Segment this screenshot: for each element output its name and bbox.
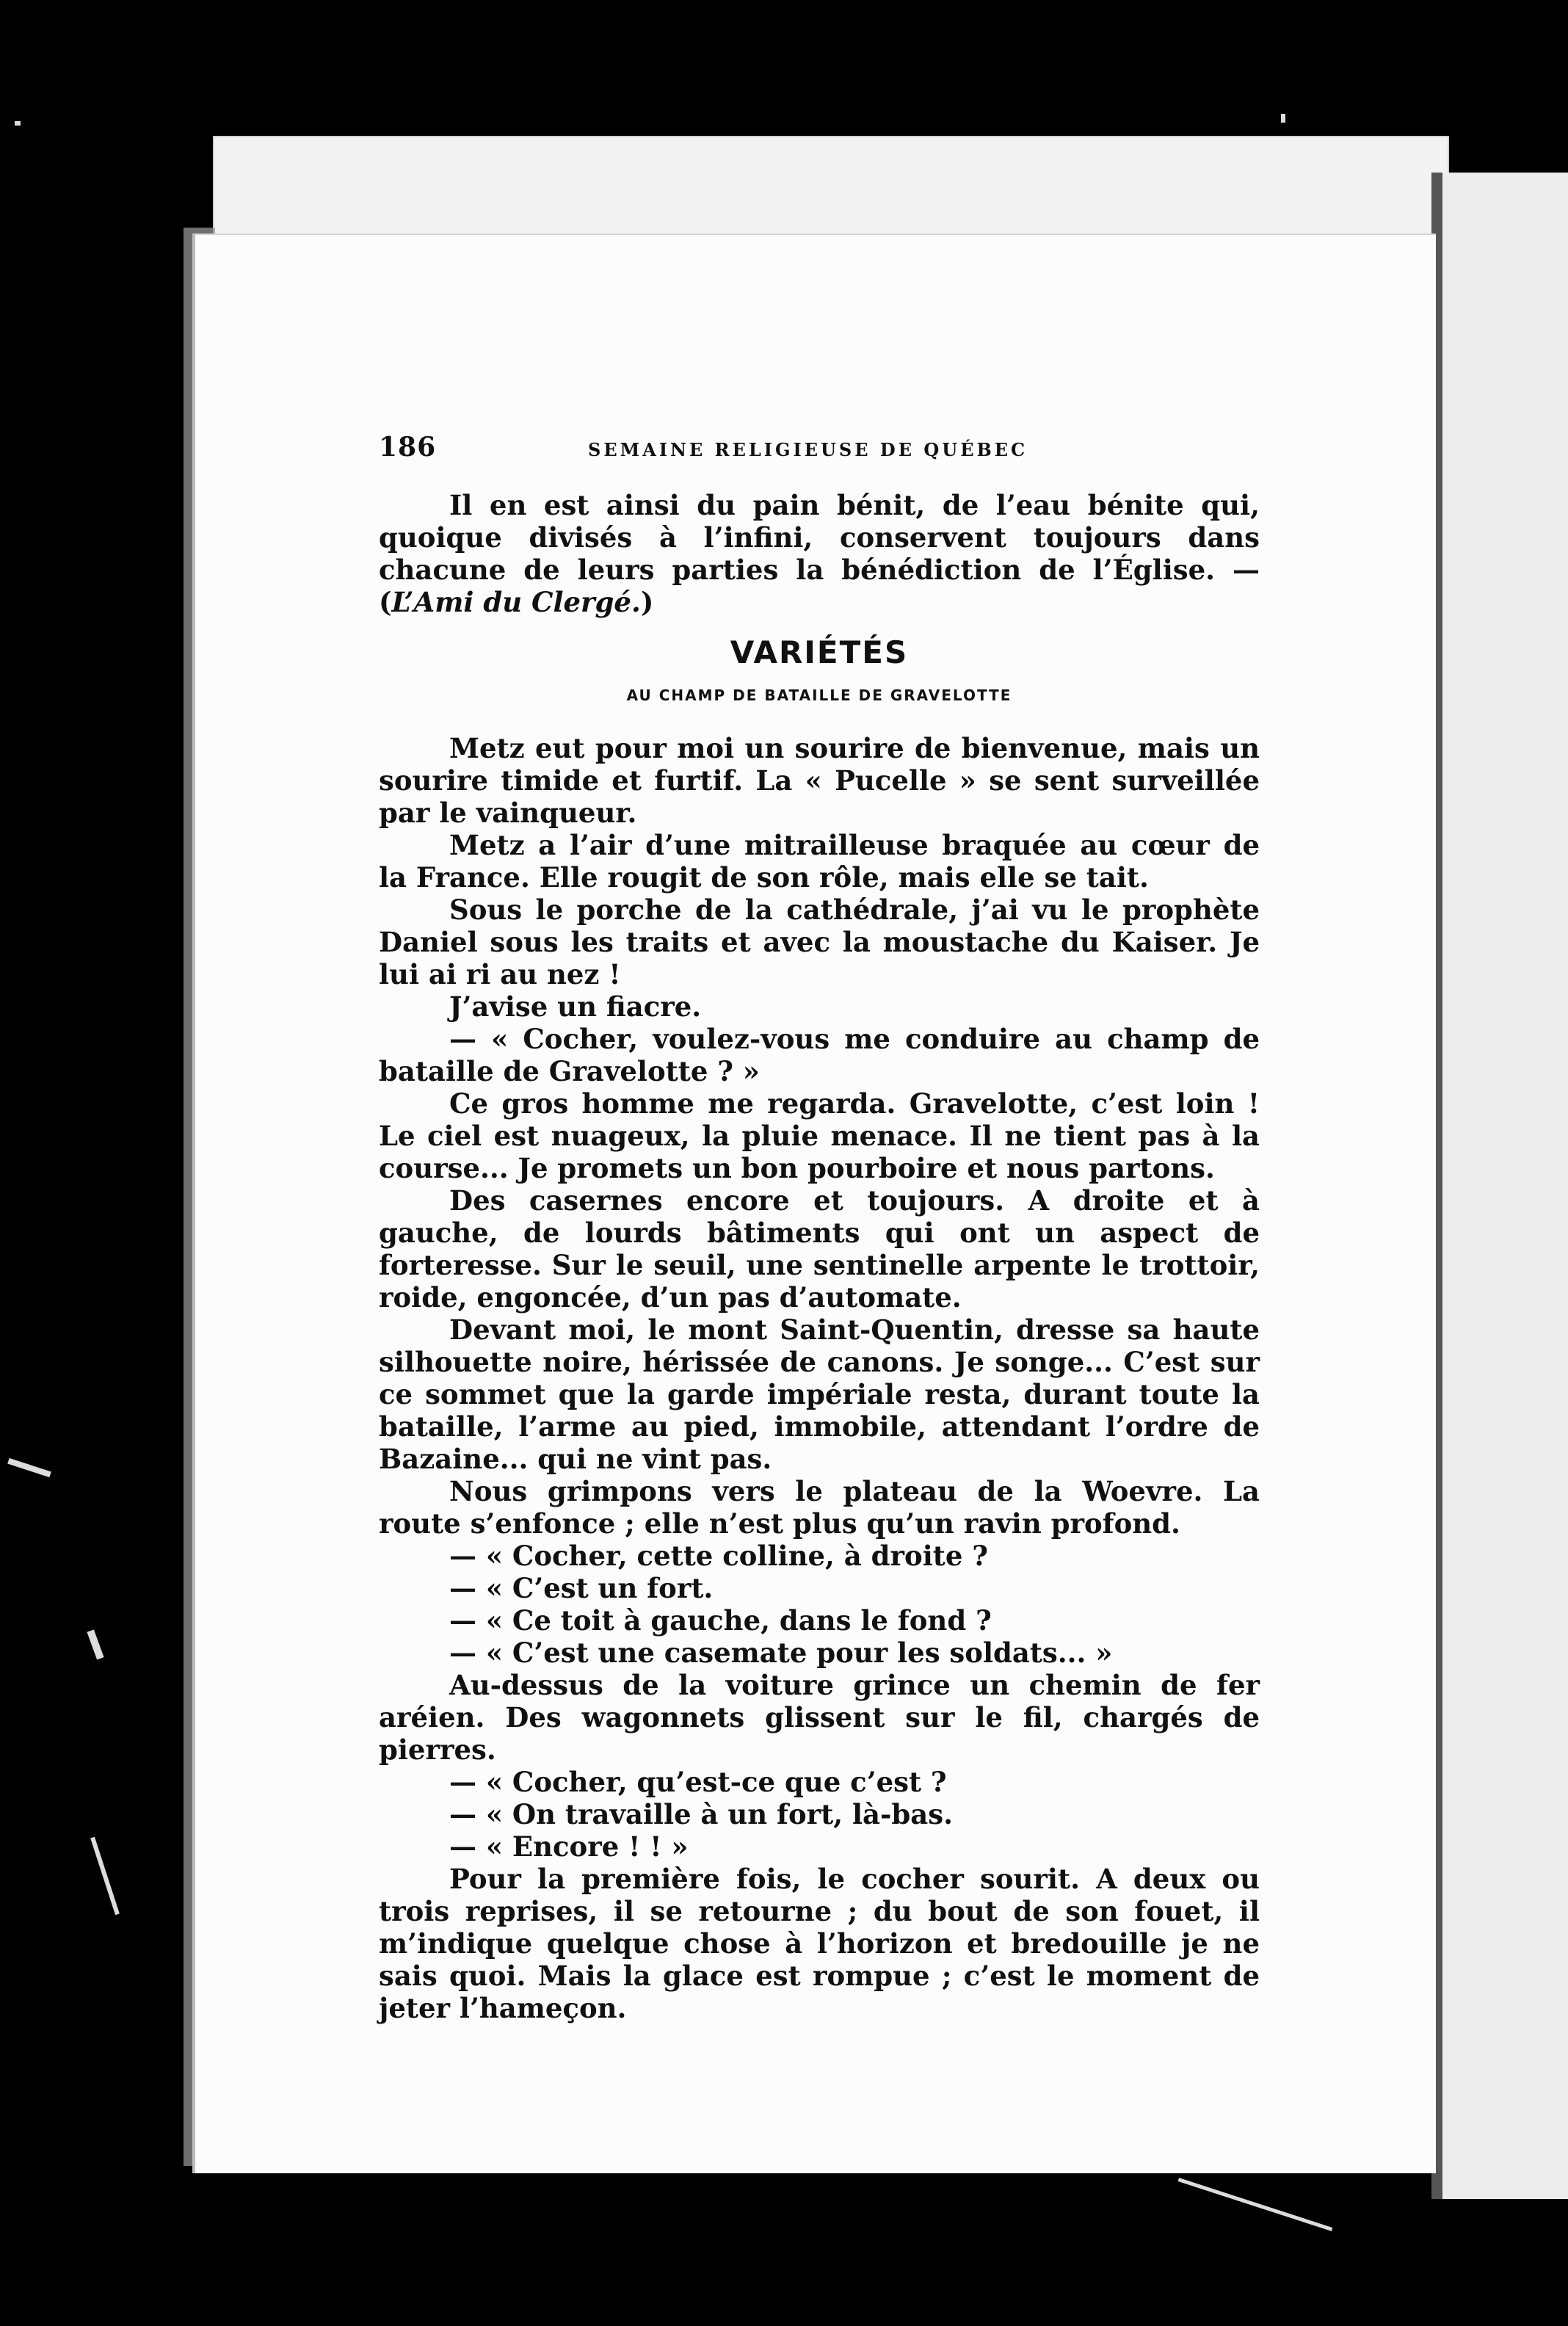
right-page bbox=[1442, 173, 1568, 2199]
paragraph: Devant moi, le mont Saint-Quentin, dresse sa haute silhouette noire, hérissée de canons. Je songe... C’est sur ce sommet que la garde impériale resta, durant toute la bataille, l’arme au pied, immobile, attendant l’ordre de Bazaine... qui ne vint pas. bbox=[379, 1314, 1260, 1475]
paragraph: Metz a l’air d’une mitrailleuse braquée au cœur de la France. Elle rougit de son rôle, mais elle se tait. bbox=[379, 829, 1260, 894]
dialog-line: — « Encore ! ! » bbox=[449, 1830, 689, 1863]
speck bbox=[90, 1837, 120, 1915]
paragraph: Sous le porche de la cathédrale, j’ai vu le prophète Daniel sous les traits et avec la moustache du Kaiser. Je lui ai ri au nez ! bbox=[379, 894, 1260, 990]
paragraph: Metz eut pour moi un sourire de bienvenue, mais un sourire timide et furtif. La « Pucelle » se sent surveillée par le vainqueur. bbox=[379, 732, 1260, 829]
intro-paragraph bbox=[379, 489, 1260, 618]
section-title: VARIÉTÉS bbox=[730, 634, 909, 670]
speck bbox=[15, 121, 21, 126]
intro-text: Il en est ainsi du pain bénit, de l’eau bénite qui, quoique divisés à l’infini, conservent toujours dans chacune de leurs parties la bénédiction de l’Église. — ( bbox=[379, 489, 1260, 618]
paragraph: Nous grimpons vers le plateau de la Woevre. La route s’enfonce ; elle n’est plus qu’un ravin profond. bbox=[379, 1475, 1260, 1540]
speck bbox=[7, 1458, 51, 1477]
running-head bbox=[379, 432, 1260, 476]
section-subtitle: AU CHAMP DE BATAILLE DE GRAVELOTTE bbox=[626, 686, 1012, 704]
dialog-line: — « C’est un fort. bbox=[449, 1572, 714, 1604]
intro-close: ) bbox=[640, 586, 654, 618]
dialog-line: — « C’est une casemate pour les soldats... » bbox=[449, 1637, 1113, 1669]
speck bbox=[1281, 114, 1285, 123]
paragraph: — « Cocher, voulez-vous me conduire au champ de bataille de Gravelotte ? » bbox=[379, 1023, 1260, 1087]
paragraph: Au-dessus de la voiture grince un chemin de fer aréien. Des wagonnets glissent sur le fil, chargés de pierres. bbox=[379, 1669, 1260, 1766]
speck bbox=[87, 1629, 104, 1659]
intro-source: L’Ami du Clergé. bbox=[391, 586, 641, 618]
speck bbox=[1178, 2178, 1333, 2231]
journal-title: SEMAINE RELIGIEUSE DE QUÉBEC bbox=[588, 439, 1028, 460]
paragraph: Pour la première fois, le cocher sourit. A deux ou trois reprises, il se retourne ; du bout de son fouet, il m’indique quelque chose à l’horizon et bredouille je ne sais quoi. Mais la glace est rompue ; c’est le moment de jeter l’hameçon. bbox=[379, 1863, 1260, 2024]
dialog-line: — « Ce toit à gauche, dans le fond ? bbox=[449, 1604, 992, 1637]
book-page bbox=[192, 233, 1436, 2173]
page-number: 186 bbox=[379, 432, 437, 463]
page-content bbox=[379, 432, 1260, 2024]
dialog-line: — « On travaille à un fort, là-bas. bbox=[449, 1798, 953, 1830]
dialog-line: — « Cocher, qu’est-ce que c’est ? bbox=[449, 1766, 947, 1798]
dialog-line: — « Cocher, cette colline, à droite ? bbox=[449, 1540, 988, 1572]
paragraph: Ce gros homme me regarda. Gravelotte, c’est loin ! Le ciel est nuageux, la pluie menace. Il ne tient pas à la course... Je promets un bon pourboire et nous partons. bbox=[379, 1087, 1260, 1184]
paragraph: J’avise un fiacre. bbox=[449, 990, 702, 1023]
paragraph: Des casernes encore et toujours. A droite et à gauche, de lourds bâtiments qui ont un aspect de forteresse. Sur le seuil, une sentinelle arpente le trottoir, roide, engoncée, d’un pas d’automate. bbox=[379, 1184, 1260, 1314]
